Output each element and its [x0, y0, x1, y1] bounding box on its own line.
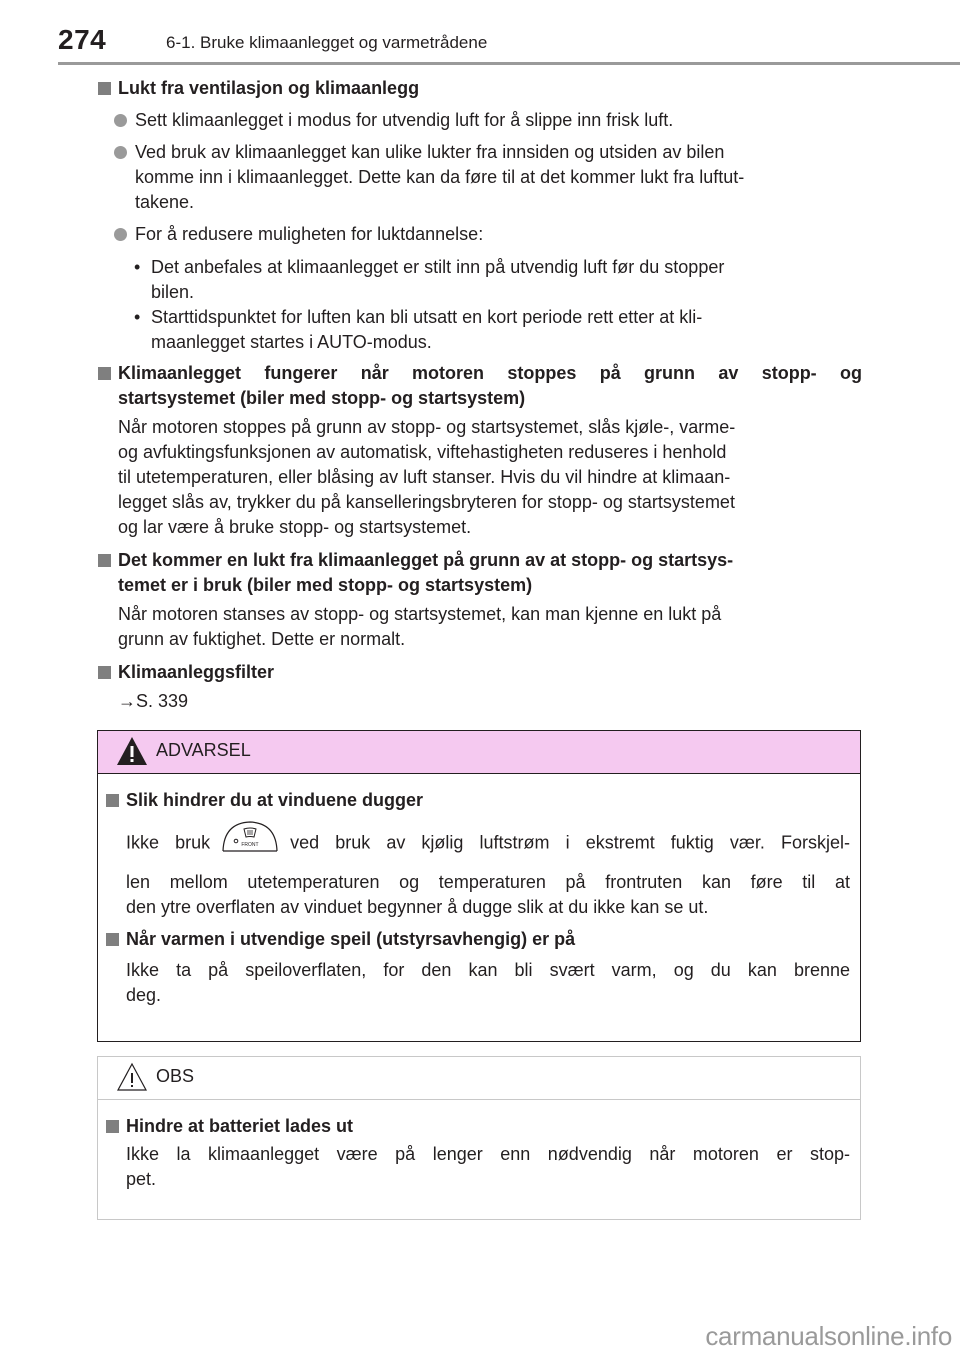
sub-bullet-text-line: Det anbefales at klimaanlegget er stilt inn på utvendig luft før du stopper	[151, 257, 725, 277]
page-number: 274	[58, 24, 107, 55]
section-heading-text: Klimaanleggsfilter	[118, 662, 275, 682]
section-heading-line: startsystemet (biler med stopp- og startsystem)	[118, 388, 526, 408]
header-rule	[58, 62, 960, 65]
sub-bullet-text-line: bilen.	[151, 282, 195, 302]
section-heading-line: Klimaanlegget fungerer når motoren stoppes på grunn av stopp- og	[118, 363, 862, 383]
square-bullet-icon	[98, 666, 111, 679]
section-heading-odor	[98, 76, 862, 101]
sub-bullet-item	[98, 255, 862, 305]
bullet-text-line: takene.	[135, 192, 195, 212]
square-bullet-icon	[98, 82, 111, 95]
warning-text-fragment: Ikke bruk	[126, 832, 211, 853]
paragraph-line: grunn av fuktighet. Dette er normalt.	[118, 629, 406, 649]
main-content	[98, 76, 862, 714]
paragraph-line: og lar være å bruke stopp- og startsystemet.	[118, 517, 472, 537]
square-bullet-icon	[106, 933, 119, 946]
section-paragraph	[98, 602, 862, 652]
section-paragraph	[98, 415, 862, 540]
square-bullet-icon	[106, 1120, 119, 1133]
warning-box	[97, 730, 861, 1042]
warning-box-header	[98, 731, 860, 774]
section-heading-text: Lukt fra ventilasjon og klimaanlegg	[118, 78, 420, 98]
front-label: FRONT	[241, 842, 259, 848]
front-defogger-button-icon	[220, 819, 280, 860]
square-bullet-icon	[98, 367, 111, 380]
round-bullet-icon	[114, 114, 127, 127]
warning-box-title: ADVARSEL	[156, 740, 251, 760]
page-reference-link[interactable]: →S. 339	[118, 691, 189, 711]
warning-text-line: len mellom utetemperaturen og temperaturen på frontruten kan føre til at	[126, 872, 850, 892]
notice-text-line: pet.	[126, 1169, 157, 1189]
section-heading-line: Det kommer en lukt fra klimaanlegget på grunn av at stopp- og startsys-	[118, 550, 734, 570]
warning-item-heading-text: Når varmen i utvendige speil (utstyrsavhengig) er på	[126, 929, 576, 949]
paragraph-line: Når motoren stoppes på grunn av stopp- og startsystemet, slås kjøle-, varme-	[118, 417, 736, 437]
watermark: carmanualsonline.info	[705, 1321, 952, 1351]
notice-box-header	[98, 1057, 860, 1100]
bullet-text-line: komme inn i klimaanlegget. Dette kan da føre til at det kommer lukt fra luftut-	[135, 167, 745, 187]
notice-text-block	[106, 1142, 850, 1192]
square-bullet-icon	[98, 554, 111, 567]
warning-text-line	[106, 823, 850, 864]
warning-box-body	[106, 788, 850, 1008]
warning-text-line: Ikke ta på speiloverflaten, for den kan bli svært varm, og du kan brenne	[126, 960, 850, 980]
square-bullet-icon	[106, 794, 119, 807]
notice-text-line: Ikke la klimaanlegget være på lenger enn nødvendig når motoren er stop-	[126, 1144, 850, 1164]
bullet-text: Sett klimaanlegget i modus for utvendig luft for å slippe inn frisk luft.	[135, 110, 674, 130]
warning-text-line: deg.	[126, 985, 162, 1005]
paragraph-line: Når motoren stanses av stopp- og startsystemet, kan man kjenne en lukt på	[118, 604, 722, 624]
warning-item-heading	[106, 927, 850, 952]
sub-bullet-marker: •	[134, 307, 141, 327]
notice-box	[97, 1056, 861, 1220]
notice-item-heading	[106, 1114, 850, 1139]
notice-item-heading-text: Hindre at batteriet lades ut	[126, 1116, 354, 1136]
bullet-item	[98, 140, 862, 215]
section-heading-odor-stop-start	[98, 548, 862, 598]
warning-item-heading-text: Slik hindrer du at vinduene dugger	[126, 790, 424, 810]
chapter-title: 6-1. Bruke klimaanlegget og varmetrådene	[166, 33, 488, 52]
paragraph-line: til utetemperaturen, eller blåsing av luft stanser. Hvis du vil hindre at klimaan-	[118, 467, 731, 487]
sub-bullet-text-line: maanlegget startes i AUTO-modus.	[151, 332, 432, 352]
sub-bullet-text-line: Starttidspunktet for luften kan bli utsatt en kort periode rett etter at kli-	[151, 307, 703, 327]
bullet-text-line: Ved bruk av klimaanlegget kan ulike lukter fra innsiden og utsiden av bilen	[135, 142, 725, 162]
bullet-item	[98, 108, 862, 133]
round-bullet-icon	[114, 228, 127, 241]
section-heading-filter	[98, 660, 862, 685]
sub-bullet-marker: •	[134, 257, 141, 277]
sub-bullet-item	[98, 305, 862, 355]
warning-text-block	[106, 870, 850, 920]
warning-text-fragment: ved bruk av kjølig luftstrøm i ekstremt fuktig vær. Forskjel-	[290, 832, 850, 853]
round-bullet-icon	[114, 146, 127, 159]
warning-triangle-icon	[116, 736, 148, 766]
notice-box-title: OBS	[156, 1066, 195, 1086]
paragraph-line: og avfuktingsfunksjonen av automatisk, viftehastigheten reduseres i henhold	[118, 442, 727, 462]
bullet-text: For å redusere muligheten for luktdannelse:	[135, 224, 484, 244]
warning-text-line: den ytre overflaten av vinduet begynner å dugge slik at du ikke kan se ut.	[126, 897, 709, 917]
warning-item-heading	[106, 788, 850, 813]
section-heading-line: temet er i bruk (biler med stopp- og startsystem)	[118, 575, 533, 595]
notice-box-body	[106, 1114, 850, 1192]
paragraph-line: legget slås av, trykker du på kanselleringsbryteren for stopp- og startsystemet	[118, 492, 735, 512]
bullet-item	[98, 222, 862, 247]
warning-text-block	[106, 958, 850, 1008]
caution-outline-triangle-icon	[116, 1062, 148, 1092]
section-heading-stop-start	[98, 361, 862, 411]
